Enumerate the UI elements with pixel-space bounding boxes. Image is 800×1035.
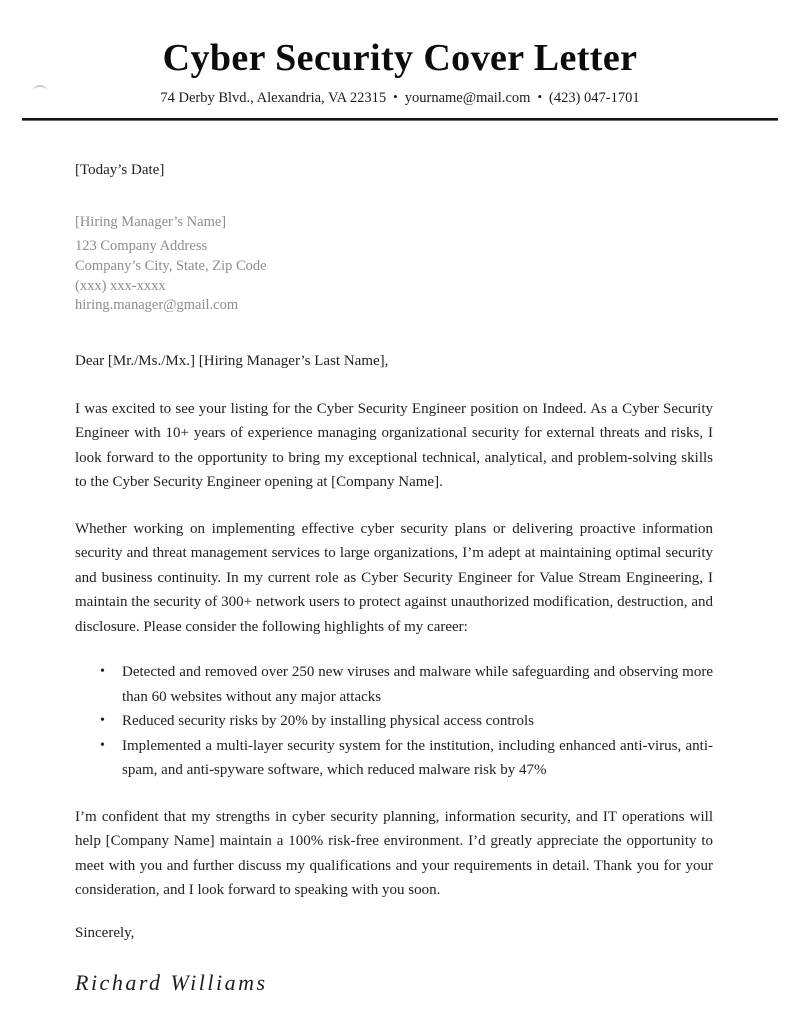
- bullet-icon: •: [100, 713, 105, 729]
- recipient-city-state-zip: Company’s City, State, Zip Code: [75, 257, 267, 274]
- signature: Richard Williams: [75, 970, 268, 996]
- page-title: Cyber Security Cover Letter: [162, 37, 638, 79]
- header-divider: [22, 118, 778, 121]
- page-curl-artifact: [33, 85, 47, 90]
- list-item: [100, 709, 713, 734]
- letter-body: [0, 158, 800, 996]
- bullet-icon: •: [100, 664, 105, 680]
- body-paragraph: Whether working on implementing effective cyber security plans or delivering proactive information security and threat management services to large organizations, I’m adept at maintaining optimal security and business continuity. In my current role as Cyber Security Engineer for Value Stream Engineering, I maintain the security of 300+ network users to protect against unauthorized modification, destruction, and disclosure. Please consider the following highlights of my career:: [75, 520, 713, 635]
- salutation: Dear [Mr./Ms./Mx.] [Hiring Manager’s Last Name],: [75, 353, 389, 370]
- recipient-block: [75, 213, 713, 316]
- dot-separator-icon: •: [393, 88, 398, 104]
- recipient-email: hiring.manager@gmail.com: [75, 297, 239, 314]
- list-item-text: Reduced security risks by 20% by installing physical access controls: [122, 713, 534, 730]
- list-item: [100, 734, 713, 783]
- closing-paragraph: I’m confident that my strengths in cyber security planning, information security, and IT operations will help [Company Name] maintain a 100% risk-free environment. I’d greatly appreciate the opportunity to meet with you and further discuss my qualifications and your requirements in detail. Thank you for your consideration, and I look forward to speaking with you soon.: [75, 808, 713, 899]
- dot-separator-icon: •: [537, 88, 542, 104]
- letter-header: [0, 0, 800, 121]
- career-highlights-list: [75, 660, 713, 783]
- list-item-text: Detected and removed over 250 new viruses and malware while safeguarding and observing more than 60 websites without any major attacks: [122, 664, 713, 705]
- list-item: [100, 660, 713, 709]
- bullet-icon: •: [100, 737, 105, 753]
- recipient-name: [Hiring Manager’s Name]: [75, 214, 227, 231]
- sender-email: yourname@mail.com: [404, 89, 531, 106]
- sign-off: Sincerely,: [75, 924, 135, 941]
- list-item-text: Implemented a multi-layer security system for the institution, including enhanced anti-virus, anti-spam, and anti-spyware software, which reduced malware risk by 47%: [122, 737, 713, 779]
- sender-contact-line: [0, 90, 800, 107]
- date-placeholder: [Today’s Date]: [75, 161, 165, 178]
- recipient-address: 123 Company Address: [75, 238, 208, 255]
- sender-phone: (423) 047-1701: [549, 89, 640, 106]
- recipient-phone: (xxx) xxx-xxxx: [75, 277, 166, 294]
- sender-address: 74 Derby Blvd., Alexandria, VA 22315: [160, 89, 387, 106]
- body-paragraph: I was excited to see your listing for the Cyber Security Engineer position on Indeed. As a Cyber Security Engineer with 10+ years of experience managing organizational security for external threats and risks, I look forward to the opportunity to bring my exceptional technical, analytical, and problem-solving skills to the Cyber Security Engineer opening at [Company Name].: [75, 400, 713, 491]
